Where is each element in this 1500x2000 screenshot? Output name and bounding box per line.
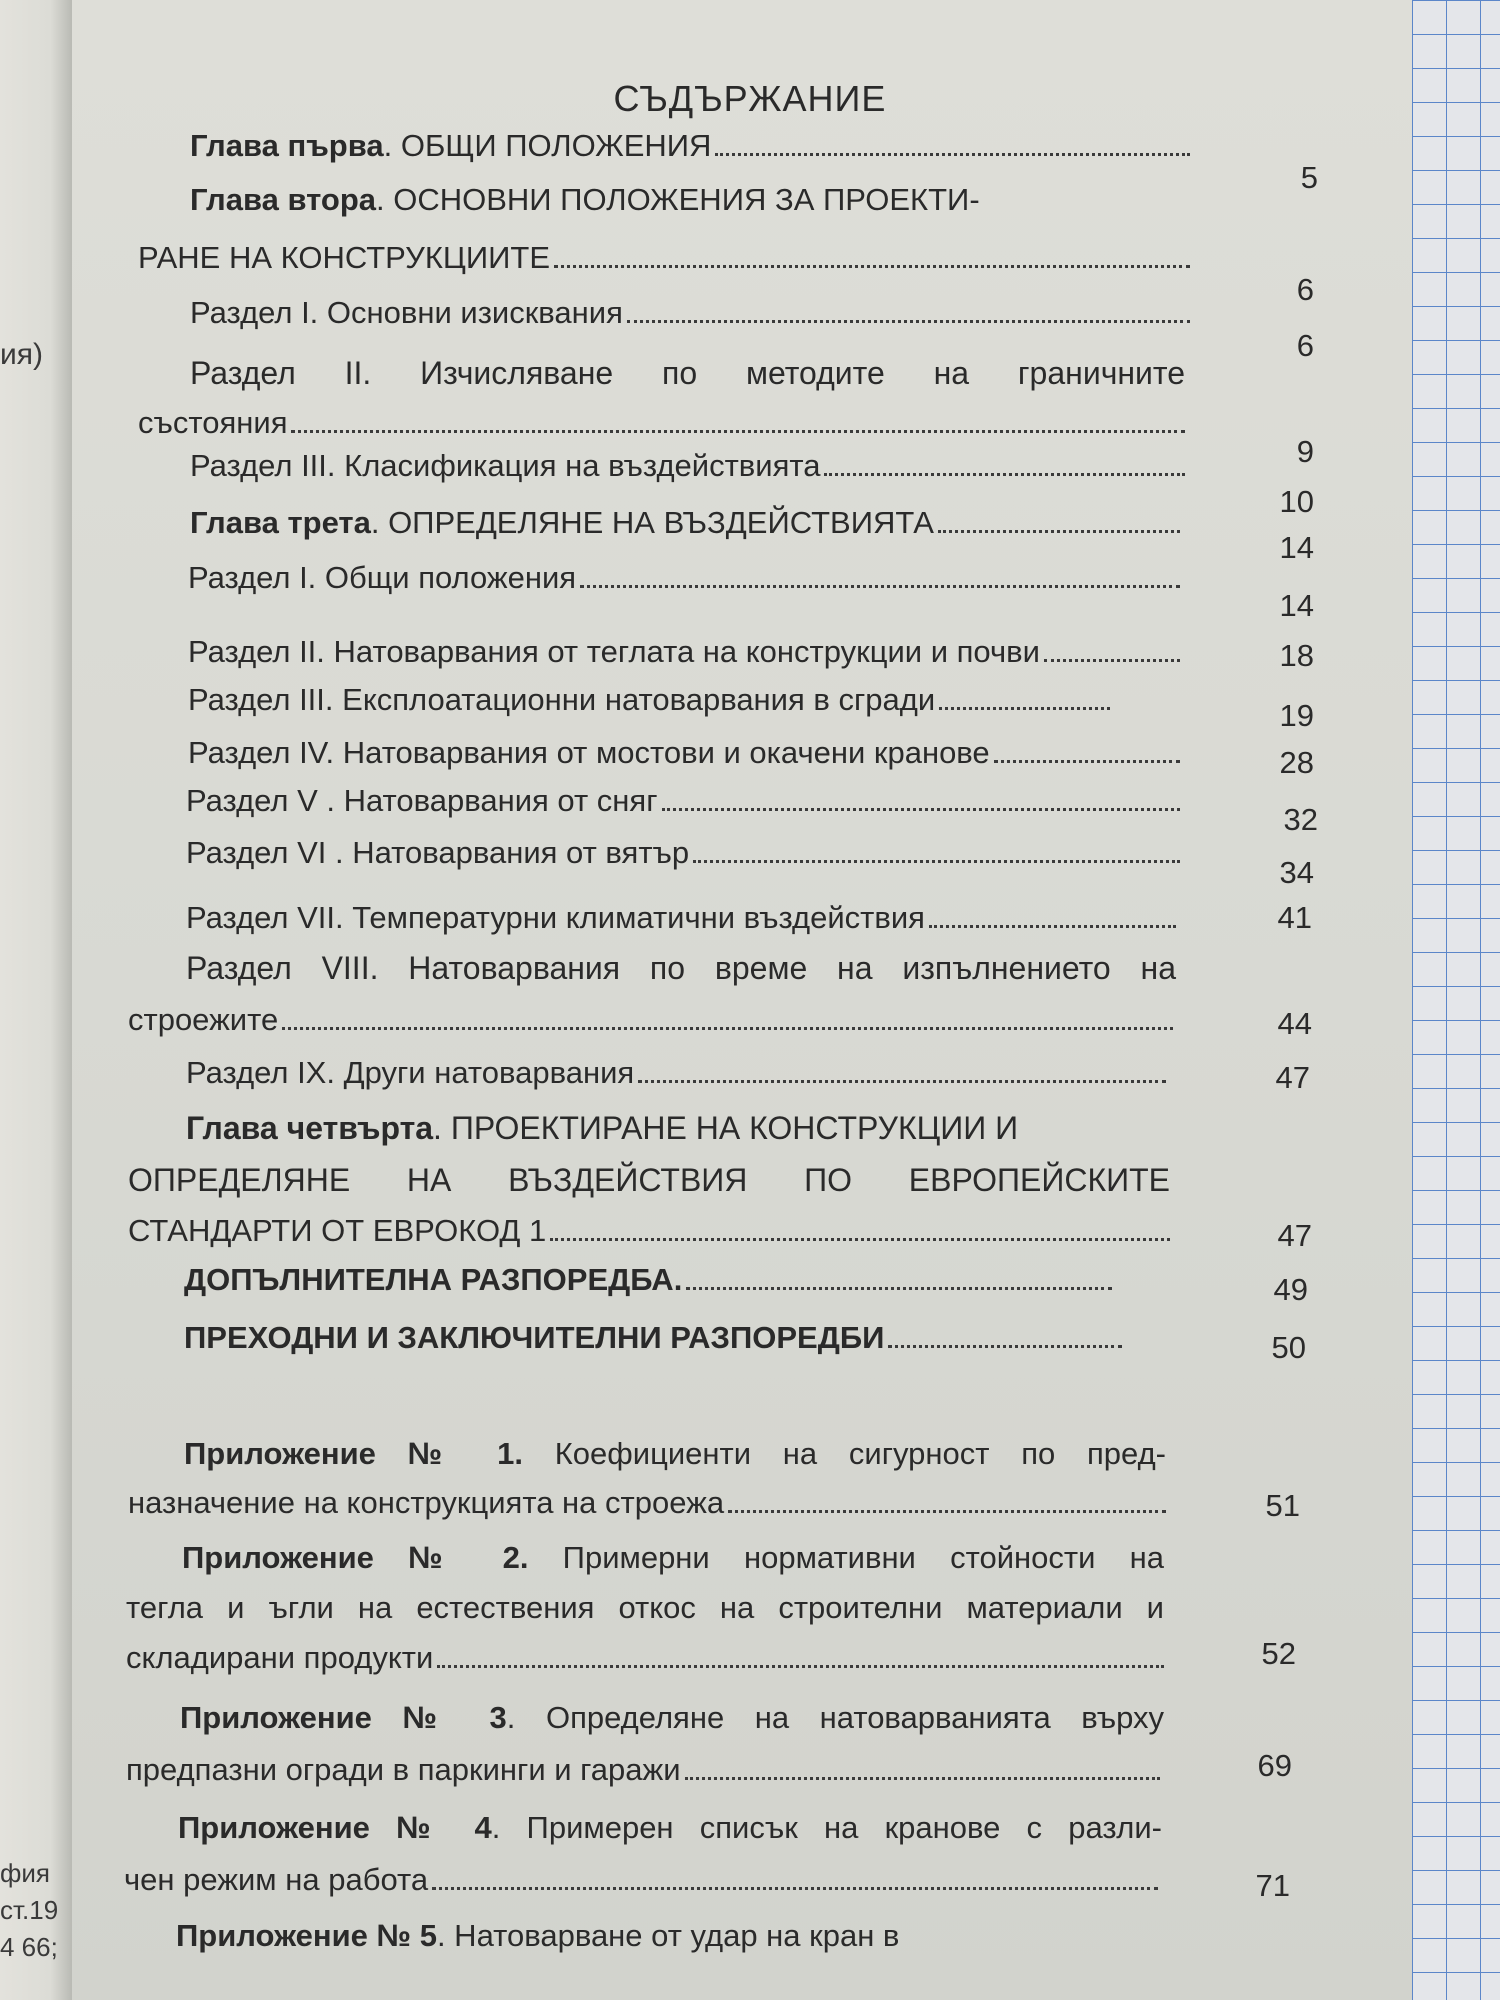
adjacent-page-fragment: ст.19 [0,1895,59,1925]
leader-dots [550,1237,1170,1241]
page-number: 14 [1279,588,1314,623]
entry-continuation: строежите [128,1002,279,1037]
entry-text: . ОПРЕДЕЛЯНЕ НА ВЪЗДЕЙСТВИЯТА [370,505,934,540]
page-number: 52 [1261,1636,1296,1671]
entry-prefix: Глава втора [190,182,376,217]
entry-text: Раздел I. Общи положения [188,560,577,595]
toc-line: Раздел II. Изчисляване по методите на граничните [190,355,1185,391]
entry-prefix: Приложение № 4 [178,1810,492,1845]
toc-line [186,783,1180,819]
toc-line [186,835,1180,871]
toc-line [186,900,1176,936]
entry-continuation: назначение на конструкцията на строежа [128,1485,725,1520]
entry-text: . Примерен списък на кранове с разли- [491,1810,1162,1845]
page-number: 47 [1275,1060,1310,1095]
entry-text: Раздел IX. Други натоварвания [186,1055,635,1090]
page-number: 44 [1277,1006,1312,1041]
toc-line [190,128,1190,164]
adjacent-page-fragment: 4 66; [0,1932,58,1962]
entry-text: . ОСНОВНИ ПОЛОЖЕНИЯ ЗА ПРОЕКТИ- [376,182,980,217]
leader-dots [291,429,1185,433]
page-number: 28 [1279,745,1314,780]
page-number: 34 [1279,855,1314,890]
entry-text: Раздел III. Класификация на въздействията [190,448,821,483]
entry-continuation: чен режим на работа [124,1862,429,1897]
page-number: 41 [1277,900,1312,935]
toc-line [188,560,1180,596]
leader-dots [693,859,1180,863]
toc-line [186,1055,1166,1091]
adjacent-page-fragment: ия) [0,338,43,371]
leader-dots [554,264,1190,268]
entry-prefix: Приложение № 3 [180,1700,507,1735]
leader-dots [888,1344,1122,1348]
toc-line [124,1862,1158,1898]
toc-line [184,1436,1166,1472]
page-number: 6 [1296,328,1314,363]
entry-prefix: Приложение № 2. [182,1540,529,1575]
toc-line [138,240,1190,276]
toc-line [188,735,1180,771]
toc-line [138,405,1185,441]
leader-dots [994,759,1180,763]
leader-dots [728,1509,1166,1513]
toc-line [128,1213,1170,1249]
entry-text: Коефициенти на сигурност по пред- [522,1436,1166,1471]
entry-text: . ПРОЕКТИРАНЕ НА КОНСТРУКЦИИ И [433,1110,1019,1146]
entry-text: Примерни нормативни стойности на [528,1540,1164,1575]
toc-line [180,1700,1164,1736]
toc-line [126,1640,1164,1676]
toc-line [186,1110,1018,1146]
toc-line [128,1485,1166,1521]
entry-prefix: Глава четвърта [186,1110,434,1146]
page-number: 71 [1255,1868,1290,1903]
leader-dots [939,706,1110,710]
entry-continuation: СТАНДАРТИ ОТ ЕВРОКОД 1 [128,1213,547,1248]
leader-dots [1044,658,1180,662]
adjacent-page-fragment: фия [0,1858,50,1888]
entry-prefix: Приложение № 1. [184,1436,523,1471]
toc-line [184,1262,1112,1298]
page-number: 69 [1257,1748,1292,1783]
entry-continuation: предпазни огради в паркинги и гаражи [126,1752,681,1787]
entry-continuation: състояния [138,405,288,440]
leader-dots [638,1079,1166,1083]
page-number: 51 [1265,1488,1300,1523]
leader-dots [437,1664,1164,1668]
page-number: 14 [1279,530,1314,565]
toc-line [188,634,1180,670]
toc-line [190,505,1180,541]
toc-line: Раздел VIII. Натоварвания по време на изпълнението на [186,950,1176,986]
page-number: 9 [1296,434,1314,469]
page-number: 32 [1283,802,1318,837]
leader-dots [627,319,1190,323]
page-title: СЪДЪРЖАНИЕ [613,78,887,119]
leader-dots [824,472,1185,476]
entry-text: Раздел VII. Температурни климатични въздействия [186,900,925,935]
entry-text: Раздел V . Натоварвания от сняг [186,783,658,818]
entry-prefix: ПРЕХОДНИ И ЗАКЛЮЧИТЕЛНИ РАЗПОРЕДБИ [184,1320,885,1355]
entry-text: Раздел III. Експлоатационни натоварвания в сгради [188,682,936,717]
page-number: 47 [1277,1218,1312,1253]
entry-prefix: Глава първа [190,128,384,163]
page-number: 19 [1279,698,1314,733]
leader-dots [282,1026,1173,1030]
leader-dots [432,1886,1158,1890]
toc-line [188,682,1110,718]
entry-text: Раздел I. Основни изисквания [190,295,623,330]
leader-dots [929,924,1176,928]
toc-line [190,182,980,218]
entry-text: . Определяне на натоварванията върху [506,1700,1164,1735]
toc-line [128,1002,1173,1038]
entry-text: Раздел II. Натоварвания от теглата на конструкции и почви [188,634,1040,669]
leader-dots [938,529,1180,533]
page-number: 5 [1300,160,1318,195]
page-number: 18 [1279,638,1314,673]
leader-dots [686,1286,1112,1290]
toc-line [190,448,1185,484]
toc-line [184,1320,1122,1356]
leader-dots [715,152,1190,156]
toc-line [126,1752,1160,1788]
entry-text: . Натоварване от удар на кран в [436,1918,900,1953]
page-number: 50 [1271,1330,1306,1365]
adjacent-page-edge [0,0,72,2000]
entry-text: . ОБЩИ ПОЛОЖЕНИЯ [383,128,712,163]
graph-paper-background [1412,0,1500,2000]
page-number: 6 [1296,272,1314,307]
toc-line [190,295,1190,331]
entry-continuation: РАНЕ НА КОНСТРУКЦИИТЕ [138,240,550,275]
toc-line: тегла и ъгли на естествения откос на строителни материали и [126,1590,1164,1625]
entry-prefix: Глава трета [190,505,371,540]
entry-text: Раздел VI . Натоварвания от вятър [186,835,690,870]
entry-text: Раздел IV. Натоварвания от мостови и окачени кранове [188,735,990,770]
page-number: 49 [1273,1272,1308,1307]
leader-dots [580,584,1180,588]
leader-dots [662,807,1180,811]
toc-line [178,1810,1162,1846]
entry-prefix: Приложение № 5 [176,1918,437,1953]
toc-line [182,1540,1164,1576]
leader-dots [685,1776,1160,1780]
toc-line: ОПРЕДЕЛЯНЕ НА ВЪЗДЕЙСТВИЯ ПО ЕВРОПЕЙСКИТЕ [128,1162,1170,1198]
entry-prefix: ДОПЪЛНИТЕЛНА РАЗПОРЕДБА. [184,1262,683,1297]
entry-continuation: складирани продукти [126,1640,434,1675]
page-number: 10 [1279,484,1314,519]
toc-line [176,1918,899,1954]
